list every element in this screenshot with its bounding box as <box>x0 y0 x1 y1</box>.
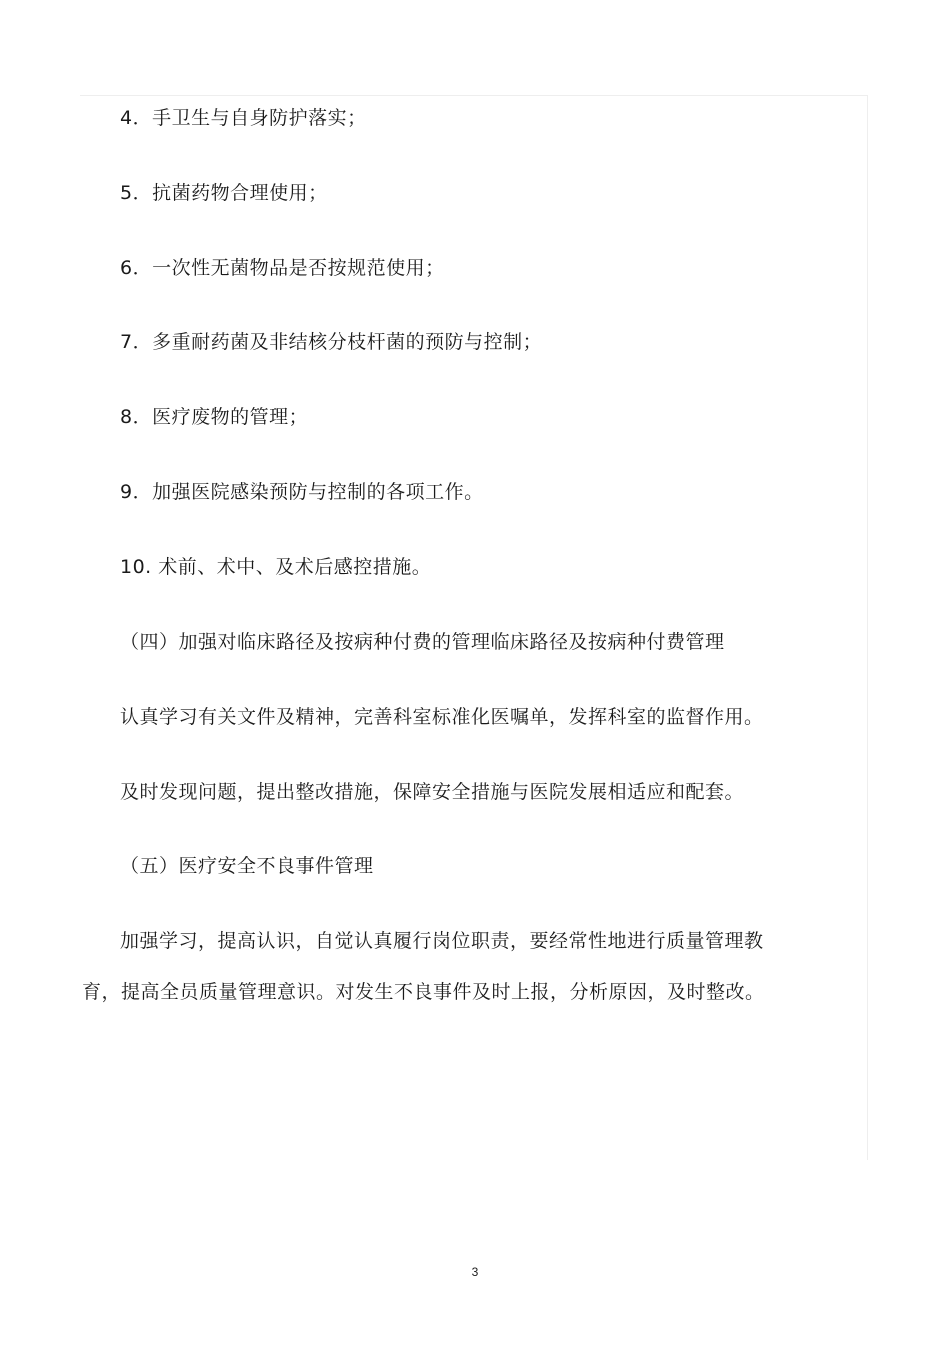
section-4-paragraph-1: 认真学习有关文件及精神，完善科室标准化医嘱单，发挥科室的监督作用。 <box>120 706 764 728</box>
list-item-9: 9．加强医院感染预防与控制的各项工作。 <box>120 481 484 503</box>
page-number: 3 <box>471 1265 479 1279</box>
section-4-heading: （四）加强对临床路径及按病种付费的管理临床路径及按病种付费管理 <box>120 631 725 653</box>
list-item-10: 10. 术前、术中、及术后感控措施。 <box>120 556 432 578</box>
list-item-8: 8．医疗废物的管理； <box>120 406 309 428</box>
section-5-paragraph-line-2: 育，提高全员质量管理意识。对发生不良事件及时上报，分析原因，及时整改。 <box>82 981 765 1003</box>
section-4-paragraph-2: 及时发现问题，提出整改措施，保障安全措施与医院发展相适应和配套。 <box>120 781 745 803</box>
list-item-6: 6．一次性无菌物品是否按规范使用； <box>120 257 445 279</box>
section-5-paragraph-line-1: 加强学习，提高认识，自觉认真履行岗位职责，要经常性地进行质量管理教 <box>120 930 764 952</box>
section-5-heading: （五）医疗安全不良事件管理 <box>120 855 374 877</box>
list-item-7: 7．多重耐药菌及非结核分枝杆菌的预防与控制； <box>120 331 543 353</box>
list-item-5: 5．抗菌药物合理使用； <box>120 182 328 204</box>
list-item-4: 4．手卫生与自身防护落实； <box>120 107 367 129</box>
